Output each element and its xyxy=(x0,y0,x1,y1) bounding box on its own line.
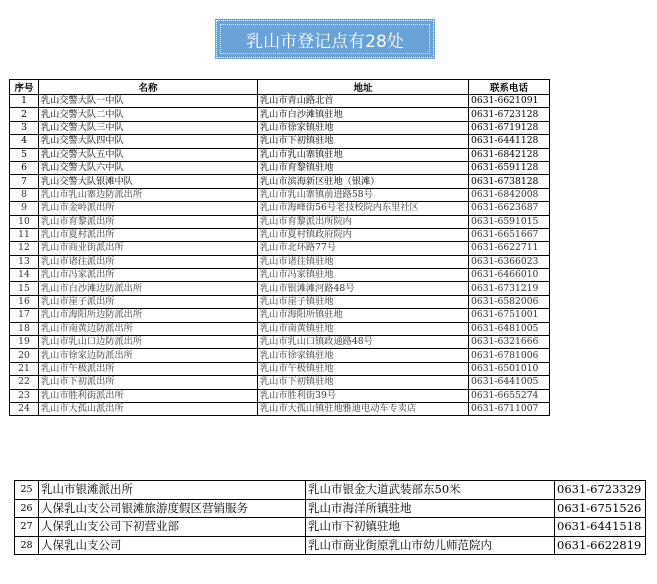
table-row xyxy=(10,108,550,121)
table-row xyxy=(10,215,550,228)
cell-name: 乳山市南黄边防派出所 xyxy=(39,322,258,335)
cell-name: 乳山交警大队六中队 xyxy=(39,161,258,174)
cell-address: 乳山市海峰街56号老技校院内东里社区 xyxy=(258,202,469,215)
cell-name: 乳山市金岭派出所 xyxy=(39,202,258,215)
cell-name: 乳山市大孤山派出所 xyxy=(39,402,258,415)
cell-no: 4 xyxy=(10,135,39,148)
cell-phone: 0631-6655274 xyxy=(469,389,550,402)
cell-name: 人保乳山支公司银滩旅游度假区营销服务 xyxy=(39,499,306,518)
cell-phone: 0631-6366023 xyxy=(469,255,550,268)
cell-no: 14 xyxy=(10,269,39,282)
cell-phone: 0631-6582006 xyxy=(469,295,550,308)
cell-name: 乳山市崖子派出所 xyxy=(39,295,258,308)
cell-no: 20 xyxy=(10,349,39,362)
cell-name: 乳山交警大队四中队 xyxy=(39,135,258,148)
header-phone: 联系电话 xyxy=(469,80,550,95)
cell-phone: 0631-6842008 xyxy=(469,188,550,201)
cell-no: 24 xyxy=(10,402,39,415)
cell-name: 乳山市徐家边防派出所 xyxy=(39,349,258,362)
cell-name: 乳山交警大队二中队 xyxy=(39,108,258,121)
cell-phone: 0631-6723329 xyxy=(555,481,646,500)
cell-phone: 0631-6751001 xyxy=(469,309,550,322)
cell-name: 乳山交警大队五中队 xyxy=(39,148,258,161)
table-row xyxy=(10,255,550,268)
cell-name: 乳山交警大队银滩中队 xyxy=(39,175,258,188)
cell-address: 乳山市大孤山镇驻地雅迪电动车专卖店 xyxy=(258,402,469,415)
table-row xyxy=(10,161,550,174)
cell-phone: 0631-6723128 xyxy=(469,108,550,121)
cell-name: 乳山交警大队三中队 xyxy=(39,121,258,134)
cell-phone: 0631-6623687 xyxy=(469,202,550,215)
cell-address: 乳山市北环路77号 xyxy=(258,242,469,255)
cell-name: 乳山市冯家派出所 xyxy=(39,269,258,282)
cell-no: 15 xyxy=(10,282,39,295)
cell-address: 乳山市乳山口镇政通路48号 xyxy=(258,336,469,349)
cell-address: 乳山市冯家镇驻地 xyxy=(258,269,469,282)
cell-address: 乳山市夏村镇政府院内 xyxy=(258,228,469,241)
cell-address: 乳山市崖子镇驻地 xyxy=(258,295,469,308)
cell-address: 乳山市育黎派出所院内 xyxy=(258,215,469,228)
cell-address: 乳山市胜利街39号 xyxy=(258,389,469,402)
table-row xyxy=(10,282,550,295)
cell-no: 23 xyxy=(10,389,39,402)
registration-points-table xyxy=(9,79,550,416)
table-row xyxy=(10,336,550,349)
cell-phone: 0631-6781006 xyxy=(469,349,550,362)
cell-name: 乳山交警大队一中队 xyxy=(39,95,258,108)
cell-address: 乳山市银滩滩河路48号 xyxy=(258,282,469,295)
cell-no: 16 xyxy=(10,295,39,308)
cell-phone: 0631-6622711 xyxy=(469,242,550,255)
page-title-text: 乳山市登记点有28处 xyxy=(246,31,404,52)
cell-no: 3 xyxy=(10,121,39,134)
cell-address: 乳山市白沙滩镇驻地 xyxy=(258,108,469,121)
cell-no: 9 xyxy=(10,202,39,215)
cell-no: 2 xyxy=(10,108,39,121)
cell-address: 乳山市海阳所镇驻地 xyxy=(258,309,469,322)
table-row xyxy=(15,499,646,518)
table-row xyxy=(10,148,550,161)
cell-phone: 0631-6591128 xyxy=(469,161,550,174)
cell-name: 乳山市午极派出所 xyxy=(39,362,258,375)
cell-name: 乳山市乳山口边防派出所 xyxy=(39,336,258,349)
cell-phone: 0631-6441518 xyxy=(555,518,646,537)
cell-address: 乳山市乳山寨镇前进路58号 xyxy=(258,188,469,201)
cell-phone: 0631-6621091 xyxy=(469,95,550,108)
cell-phone: 0631-6466010 xyxy=(469,269,550,282)
cell-name: 乳山市诸往派出所 xyxy=(39,255,258,268)
cell-phone: 0631-6719128 xyxy=(469,121,550,134)
cell-phone: 0631-6481005 xyxy=(469,322,550,335)
cell-no: 27 xyxy=(15,518,39,537)
header-name: 名称 xyxy=(39,80,258,95)
cell-name: 人保乳山支公司 xyxy=(39,536,306,555)
table-row xyxy=(10,402,550,415)
cell-address: 乳山市乳山寨镇驻地 xyxy=(258,148,469,161)
cell-phone: 0631-6711007 xyxy=(469,402,550,415)
cell-phone: 0631-6751526 xyxy=(555,499,646,518)
table-row xyxy=(10,95,550,108)
table-row xyxy=(10,309,550,322)
cell-address: 乳山市育黎镇驻地 xyxy=(258,161,469,174)
cell-no: 5 xyxy=(10,148,39,161)
header-no: 序号 xyxy=(10,80,39,95)
table-row xyxy=(10,362,550,375)
table-header-row xyxy=(10,80,550,95)
cell-address: 乳山市诸往镇驻地 xyxy=(258,255,469,268)
cell-phone: 0631-6651667 xyxy=(469,228,550,241)
cell-no: 22 xyxy=(10,376,39,389)
cell-phone: 0631-6441128 xyxy=(469,135,550,148)
cell-no: 25 xyxy=(15,481,39,500)
cell-no: 13 xyxy=(10,255,39,268)
cell-phone: 0631-6441005 xyxy=(469,376,550,389)
cell-name: 乳山市下初派出所 xyxy=(39,376,258,389)
cell-address: 乳山市商业街原乳山市幼儿师范院内 xyxy=(306,536,555,555)
table-row xyxy=(10,389,550,402)
table-row xyxy=(10,322,550,335)
cell-name: 乳山市胜利街派出所 xyxy=(39,389,258,402)
cell-address: 乳山市青山路北首 xyxy=(258,95,469,108)
cell-address: 乳山市下初镇驻地 xyxy=(306,518,555,537)
table-row xyxy=(10,295,550,308)
cell-phone: 0631-6842128 xyxy=(469,148,550,161)
cell-phone: 0631-6738128 xyxy=(469,175,550,188)
cell-address: 乳山市午极镇驻地 xyxy=(258,362,469,375)
cell-no: 12 xyxy=(10,242,39,255)
cell-no: 19 xyxy=(10,336,39,349)
table-row xyxy=(10,135,550,148)
table-row xyxy=(10,202,550,215)
table-row xyxy=(10,376,550,389)
cell-name: 人保乳山支公司下初营业部 xyxy=(39,518,306,537)
cell-address: 乳山市徐家镇驻地 xyxy=(258,121,469,134)
table-row xyxy=(10,269,550,282)
cell-address: 乳山市海洋所镇驻地 xyxy=(306,499,555,518)
cell-address: 乳山市南黄镇驻地 xyxy=(258,322,469,335)
cell-address: 乳山市银金大道武装部东50米 xyxy=(306,481,555,500)
cell-name: 乳山市商业街派出所 xyxy=(39,242,258,255)
table-row xyxy=(10,121,550,134)
page-title xyxy=(216,20,434,58)
table-row xyxy=(10,242,550,255)
cell-no: 1 xyxy=(10,95,39,108)
cell-no: 26 xyxy=(15,499,39,518)
cell-no: 7 xyxy=(10,175,39,188)
cell-phone: 0631-6591015 xyxy=(469,215,550,228)
cell-name: 乳山市乳山寨边防派出所 xyxy=(39,188,258,201)
cell-name: 乳山市夏村派出所 xyxy=(39,228,258,241)
cell-no: 8 xyxy=(10,188,39,201)
cell-name: 乳山市育黎派出所 xyxy=(39,215,258,228)
cell-address: 乳山市滨海新区驻地（银滩） xyxy=(258,175,469,188)
table-row xyxy=(10,349,550,362)
table-row xyxy=(10,188,550,201)
table-row xyxy=(15,518,646,537)
cell-name: 乳山市银滩派出所 xyxy=(39,481,306,500)
cell-no: 18 xyxy=(10,322,39,335)
cell-no: 11 xyxy=(10,228,39,241)
table-row xyxy=(15,481,646,500)
registration-points-extra-table xyxy=(14,480,646,555)
cell-no: 10 xyxy=(10,215,39,228)
cell-phone: 0631-6622819 xyxy=(555,536,646,555)
cell-address: 乳山市下初镇驻地 xyxy=(258,135,469,148)
cell-no: 6 xyxy=(10,161,39,174)
table-row xyxy=(15,536,646,555)
table-row xyxy=(10,175,550,188)
header-address: 地址 xyxy=(258,80,469,95)
cell-no: 17 xyxy=(10,309,39,322)
cell-no: 28 xyxy=(15,536,39,555)
cell-address: 乳山市下初镇驻地 xyxy=(258,376,469,389)
cell-phone: 0631-6321666 xyxy=(469,336,550,349)
cell-no: 21 xyxy=(10,362,39,375)
cell-phone: 0631-6501010 xyxy=(469,362,550,375)
cell-address: 乳山市徐家镇驻地 xyxy=(258,349,469,362)
cell-phone: 0631-6731219 xyxy=(469,282,550,295)
cell-name: 乳山市白沙滩边防派出所 xyxy=(39,282,258,295)
table-row xyxy=(10,228,550,241)
cell-name: 乳山市海阳所边防派出所 xyxy=(39,309,258,322)
